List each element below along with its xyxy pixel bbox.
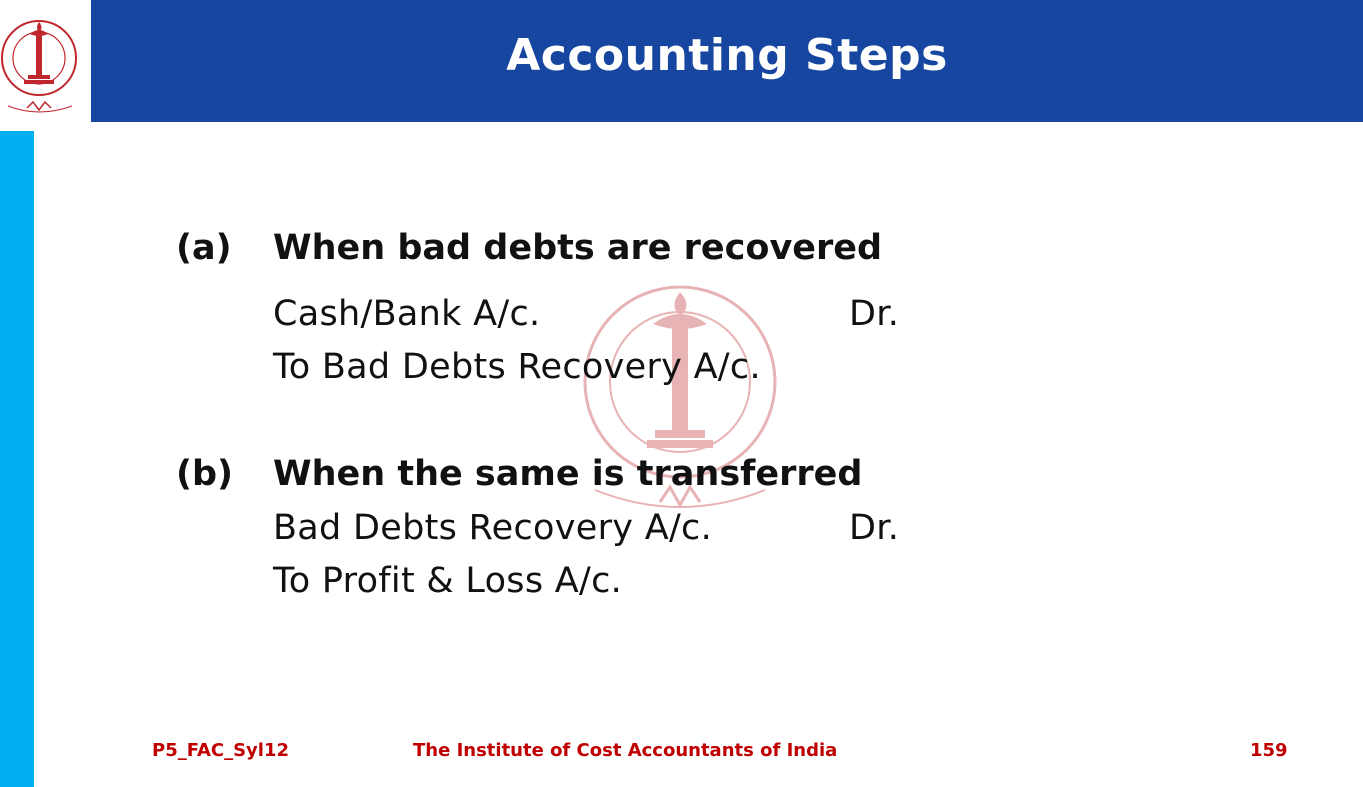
item-a-label: (a) [176,228,232,268]
item-a-credit-account: To Bad Debts Recovery A/c. [273,347,761,387]
item-b-debit-marker: Dr. [849,508,900,548]
item-a-debit-marker: Dr. [849,294,900,334]
footer-organization: The Institute of Cost Accountants of India [413,740,838,761]
slide-title: Accounting Steps [506,30,948,81]
item-a-heading: When bad debts are recovered [273,228,883,268]
left-accent-bar [0,131,34,787]
item-b-credit-account: To Profit & Loss A/c. [273,561,623,601]
item-b-debit-account: Bad Debts Recovery A/c. [273,508,712,548]
footer-page-number: 159 [1250,740,1288,761]
institute-logo [0,0,91,122]
item-b-heading: When the same is transferred [273,454,863,494]
footer-code: P5_FAC_Syl12 [152,740,290,761]
item-a-debit-account: Cash/Bank A/c. [273,294,541,334]
item-b-label: (b) [176,454,234,494]
